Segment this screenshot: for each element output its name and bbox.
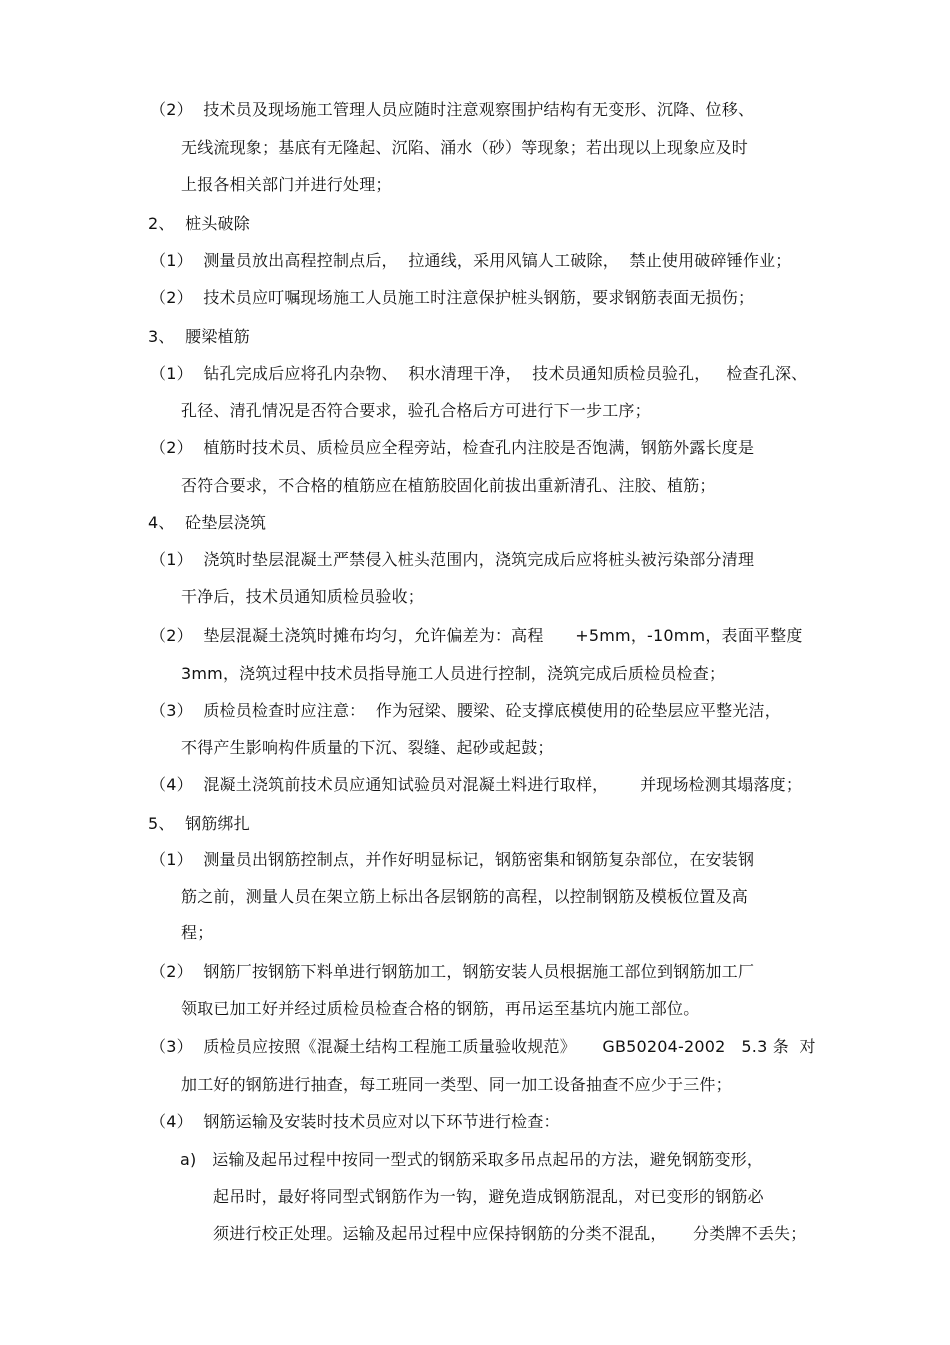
text-line: 程； (181, 923, 214, 942)
text-line: a) 运输及起吊过程中按同一型式的钢筋采取多吊点起吊的方法，避免钢筋变形， (180, 1150, 764, 1169)
section-heading: 2、 桩头破除 (148, 214, 250, 233)
text-line: 无线流现象；基底有无隆起、沉陷、涌水（砂）等现象；若出现以上现象应及时 (181, 138, 749, 157)
text-line: （2） 技术员应叮嘱现场施工人员施工时注意保护桩头钢筋，要求钢筋表面无损伤； (150, 288, 755, 307)
text-line: （1） 测量员出钢筋控制点，并作好明显标记，钢筋密集和钢筋复杂部位，在安装钢 (150, 850, 755, 869)
section-heading: 4、 砼垫层浇筑 (148, 513, 267, 532)
text-line: 筋之前，测量人员在架立筋上标出各层钢筋的高程，以控制钢筋及模板位置及高 (181, 887, 749, 906)
text-line: （3） 质检员检查时应注意： 作为冠梁、腰梁、砼支撑底模使用的砼垫层应平整光洁， (150, 701, 781, 720)
text-line: 3mm，浇筑过程中技术员指导施工人员进行控制，浇筑完成后质检员检查； (181, 664, 726, 683)
text-line: （2） 垫层混凝土浇筑时摊布均匀，允许偏差为：高程 +5mm，-10mm，表面平整度 (150, 626, 803, 645)
text-line: （4） 钢筋运输及安装时技术员应对以下环节进行检查： (150, 1112, 560, 1131)
text-line: （1） 测量员放出高程控制点后， 拉通线，采用风镐人工破除， 禁止使用破碎锤作业； (150, 251, 792, 270)
text-line: （2） 植筋时技术员、质检员应全程旁站，检查孔内注胶是否饱满，钢筋外露长度是 (150, 438, 755, 457)
text-line: 领取已加工好并经过质检员检查合格的钢筋，再吊运至基坑内施工部位。 (181, 999, 700, 1018)
text-line: 加工好的钢筋进行抽查，每工班同一类型、同一加工设备抽查不应少于三件； (181, 1075, 732, 1094)
text-line: 上报各相关部门并进行处理； (181, 175, 392, 194)
text-line: （4） 混凝土浇筑前技术员应通知试验员对混凝土料进行取样， 并现场检测其塌落度； (150, 775, 803, 794)
section-heading: 3、 腰梁植筋 (148, 327, 250, 346)
text-line: （3） 质检员应按照《混凝土结构工程施工质量验收规范》 GB50204-2002 5.3 条 对 (150, 1037, 816, 1056)
text-line: 须进行校正处理。运输及起吊过程中应保持钢筋的分类不混乱， 分类牌不丢失； (213, 1224, 807, 1243)
text-line: （1） 浇筑时垫层混凝土严禁侵入桩头范围内，浇筑完成后应将桩头被污染部分清理 (150, 550, 755, 569)
text-line: （1） 钻孔完成后应将孔内杂物、 积水清理干净， 技术员通知质检员验孔， 检查孔深、 (150, 364, 808, 383)
text-line: （2） 技术员及现场施工管理人员应随时注意观察围护结构有无变形、沉降、位移、 (150, 100, 755, 119)
text-line: 干净后，技术员通知质检员验收； (181, 587, 425, 606)
text-line: 否符合要求，不合格的植筋应在植筋胶固化前拔出重新清孔、注胶、植筋； (181, 476, 716, 495)
text-line: 孔径、清孔情况是否符合要求，验孔合格后方可进行下一步工序； (181, 401, 651, 420)
text-line: 不得产生影响构件质量的下沉、裂缝、起砂或起鼓； (181, 738, 554, 757)
text-line: 起吊时，最好将同型式钢筋作为一钩，避免造成钢筋混乱，对已变形的钢筋必 (213, 1187, 764, 1206)
section-heading: 5、 钢筋绑扎 (148, 814, 250, 833)
text-line: （2） 钢筋厂按钢筋下料单进行钢筋加工，钢筋安装人员根据施工部位到钢筋加工厂 (150, 962, 755, 981)
